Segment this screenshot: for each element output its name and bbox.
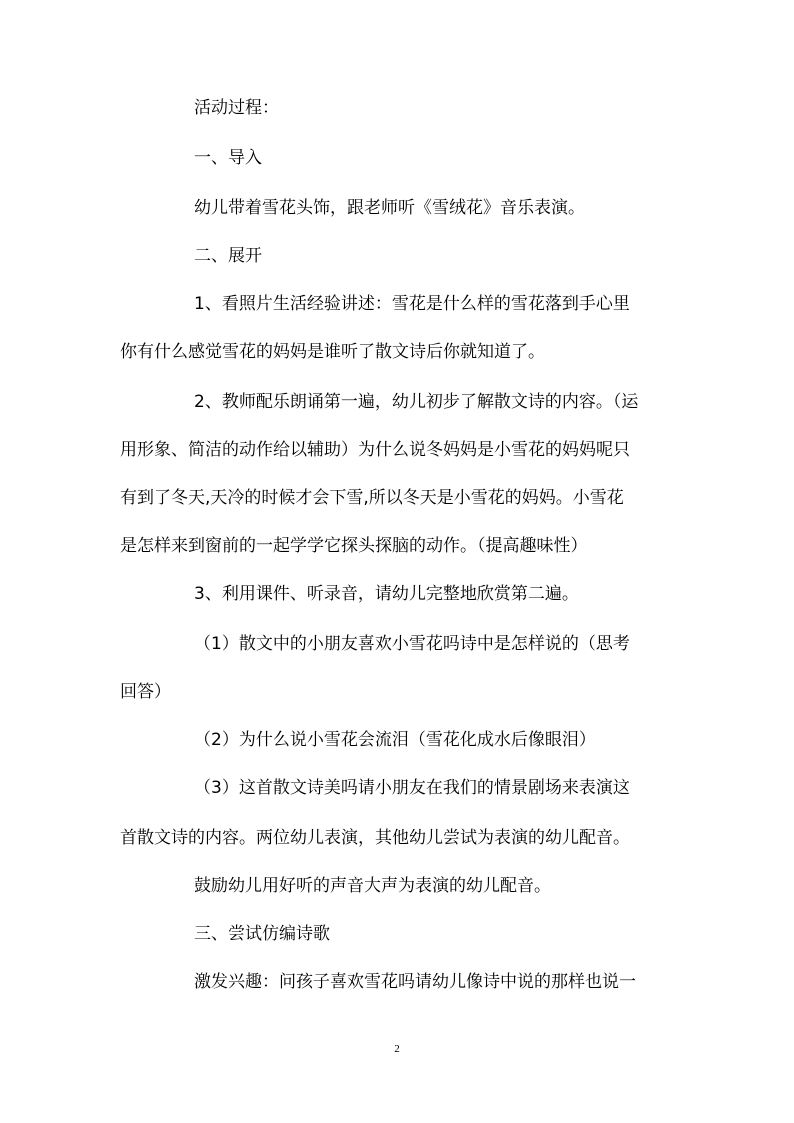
paragraph-line: （2）为什么说小雪花会流泪（雪花化成水后像眼泪） [194,730,596,750]
section-heading-development: 二、展开 [194,246,262,266]
paragraph-line: 用形象、简洁的动作给以辅助）为什么说冬妈妈是小雪花的妈妈呢只 [120,440,630,460]
paragraph-line: 1、看照片生活经验讲述：雪花是什么样的雪花落到手心里 [194,294,630,314]
section-heading-poetry-imitation: 三、尝试仿编诗歌 [194,924,330,944]
paragraph-line: 首散文诗的内容。两位幼儿表演，其他幼儿尝试为表演的幼儿配音。 [120,828,630,848]
paragraph-line: 幼儿带着雪花头饰，跟老师听《雪绒花》音乐表演。 [194,198,585,218]
paragraph-line: 你有什么感觉雪花的妈妈是谁听了散文诗后你就知道了。 [120,342,545,362]
paragraph-line: （1）散文中的小朋友喜欢小雪花吗诗中是怎样说的（思考 [194,634,630,654]
paragraph-line: 是怎样来到窗前的一起学学它探头探脑的动作。（提高趣味性） [120,536,588,556]
paragraph-line: 3、利用课件、听录音，请幼儿完整地欣赏第二遍。 [194,584,579,604]
paragraph-line: 回答） [120,682,171,702]
paragraph-line: 鼓励幼儿用好听的声音大声为表演的幼儿配音。 [194,876,551,896]
paragraph-line: 激发兴趣：问孩子喜欢雪花吗请幼儿像诗中说的那样也说一 [194,972,636,992]
section-heading-introduction: 一、导入 [194,148,262,168]
paragraph-line: 2、教师配乐朗诵第一遍，幼儿初步了解散文诗的内容。（运 [194,392,639,412]
page-number: 2 [394,1043,400,1055]
heading-activity-process: 活动过程： [194,98,279,118]
paragraph-line: 有到了冬天,天冷的时候才会下雪,所以冬天是小雪花的妈妈。小雪花 [120,488,624,508]
paragraph-line: （3）这首散文诗美吗请小朋友在我们的情景剧场来表演这 [194,778,630,798]
